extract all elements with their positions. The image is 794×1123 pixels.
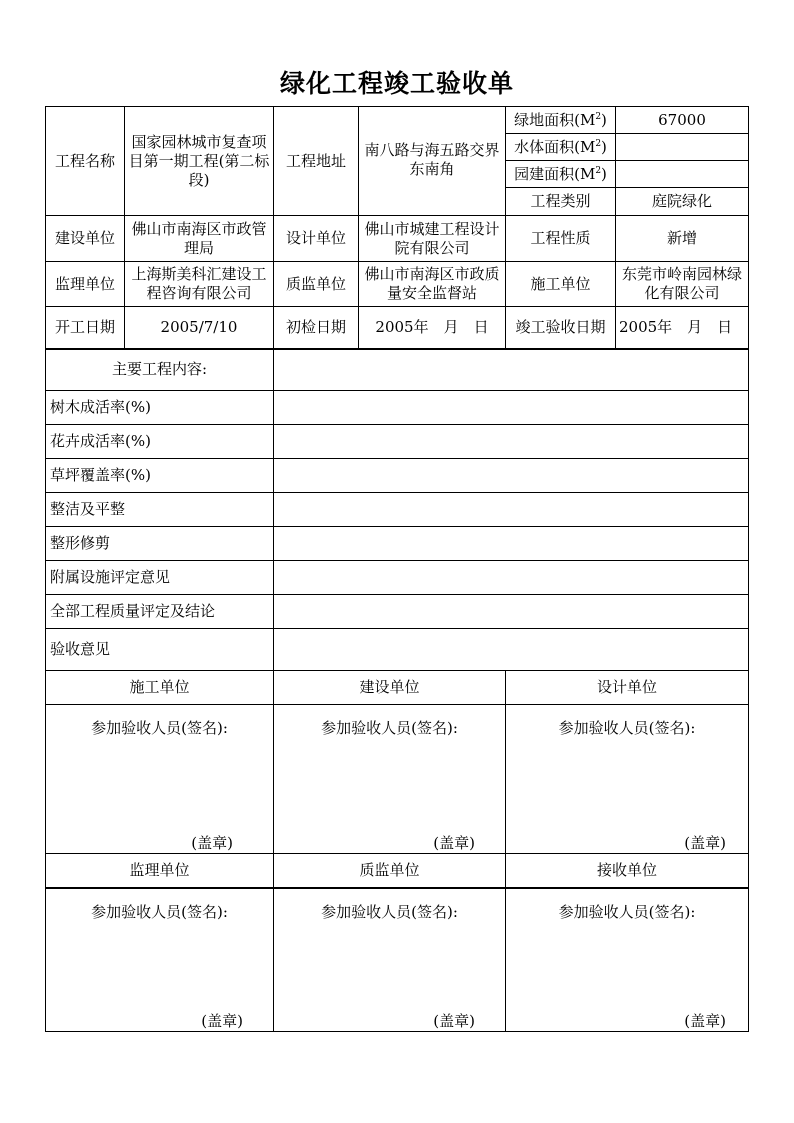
sign-header-designer: 设计单位 — [506, 671, 749, 705]
built-area-label: 园建面积$(M^2)$ — [506, 161, 616, 188]
client-label: 建设单位 — [46, 216, 125, 262]
seal-label: (盖章) — [684, 1011, 726, 1030]
green-area-value[interactable]: 67000 — [616, 107, 749, 134]
project-nature-value[interactable]: 新增 — [616, 216, 749, 262]
signer-label: 参加验收人员(签名): — [558, 719, 696, 737]
client-value[interactable]: 佛山市南海区市政管理局 — [125, 216, 274, 262]
acceptance-form-table — [45, 106, 749, 1032]
item-label: 验收意见 — [46, 629, 274, 671]
first-check-date-value[interactable]: 2005年 月 日 — [359, 307, 506, 349]
seal-label: (盖章) — [201, 1011, 243, 1030]
supervisor-value[interactable]: 上海斯美科汇建设工程咨询有限公司 — [125, 262, 274, 307]
built-area-value[interactable] — [616, 161, 749, 188]
signer-label: 参加验收人员(签名): — [321, 719, 458, 737]
sign-header-contractor: 施工单位 — [46, 671, 274, 705]
contractor-value[interactable]: 东莞市岭南园林绿化有限公司 — [616, 262, 749, 307]
sign-cell[interactable] — [274, 705, 506, 854]
item-label: 整形修剪 — [46, 527, 274, 561]
item-value[interactable] — [274, 459, 749, 493]
signer-label: 参加验收人员(签名): — [91, 719, 228, 737]
item-value[interactable] — [274, 425, 749, 459]
item-label: 花卉成活率(%) — [46, 425, 274, 459]
completion-date-label: 竣工验收日期 — [506, 307, 616, 349]
item-label: 整洁及平整 — [46, 493, 274, 527]
seal-label: (盖章) — [191, 834, 233, 852]
quality-value[interactable]: 佛山市南海区市政质量安全监督站 — [359, 262, 506, 307]
sign-cell[interactable] — [274, 888, 506, 1032]
water-area-value[interactable] — [616, 134, 749, 161]
sign-header-client: 建设单位 — [274, 671, 506, 705]
designer-value[interactable]: 佛山市城建工程设计院有限公司 — [359, 216, 506, 262]
item-label: 附属设施评定意见 — [46, 561, 274, 595]
sign-header-receiver: 接收单位 — [506, 854, 749, 888]
signer-label: 参加验收人员(签名): — [321, 902, 458, 921]
start-date-value[interactable]: 2005/7/10 — [125, 307, 274, 349]
sign-cell[interactable] — [506, 888, 749, 1032]
form-title: 绿化工程竣工验收单 — [279, 69, 514, 98]
project-name-label: 工程名称 — [46, 107, 125, 216]
item-value[interactable] — [274, 391, 749, 425]
project-address-label: 工程地址 — [274, 107, 359, 216]
project-name-value[interactable]: 国家园林城市复查项目第一期工程(第二标段) — [125, 107, 274, 216]
project-type-label: 工程类别 — [506, 188, 616, 216]
first-check-date-label: 初检日期 — [274, 307, 359, 349]
item-value[interactable] — [274, 527, 749, 561]
item-label: 树木成活率(%) — [46, 391, 274, 425]
signer-label: 参加验收人员(签名): — [91, 902, 228, 921]
item-label: 主要工程内容: — [46, 349, 274, 391]
item-label: 草坪覆盖率(%) — [46, 459, 274, 493]
seal-label: (盖章) — [433, 834, 475, 852]
quality-label: 质监单位 — [274, 262, 359, 307]
completion-date-value[interactable]: 2005年 月 日 — [616, 307, 749, 349]
item-value[interactable] — [274, 349, 749, 391]
seal-label: (盖章) — [684, 834, 726, 852]
item-value[interactable] — [274, 493, 749, 527]
contractor-label: 施工单位 — [506, 262, 616, 307]
item-label: 全部工程质量评定及结论 — [46, 595, 274, 629]
start-date-label: 开工日期 — [46, 307, 125, 349]
project-address-value[interactable]: 南八路与海五路交界东南角 — [359, 107, 506, 216]
sign-header-quality: 质监单位 — [274, 854, 506, 888]
designer-label: 设计单位 — [274, 216, 359, 262]
sign-cell[interactable] — [506, 705, 749, 854]
sign-header-supervisor: 监理单位 — [46, 854, 274, 888]
seal-label: (盖章) — [433, 1011, 475, 1030]
item-value[interactable] — [274, 629, 749, 671]
sign-cell[interactable] — [46, 888, 274, 1032]
project-type-value[interactable]: 庭院绿化 — [616, 188, 749, 216]
green-area-label: 绿地面积$(M^2)$ — [506, 107, 616, 134]
signer-label: 参加验收人员(签名): — [558, 902, 696, 921]
item-value[interactable] — [274, 561, 749, 595]
water-area-label: 水体面积$(M^2)$ — [506, 134, 616, 161]
item-value[interactable] — [274, 595, 749, 629]
supervisor-label: 监理单位 — [46, 262, 125, 307]
sign-cell[interactable] — [46, 705, 274, 854]
project-nature-label: 工程性质 — [506, 216, 616, 262]
